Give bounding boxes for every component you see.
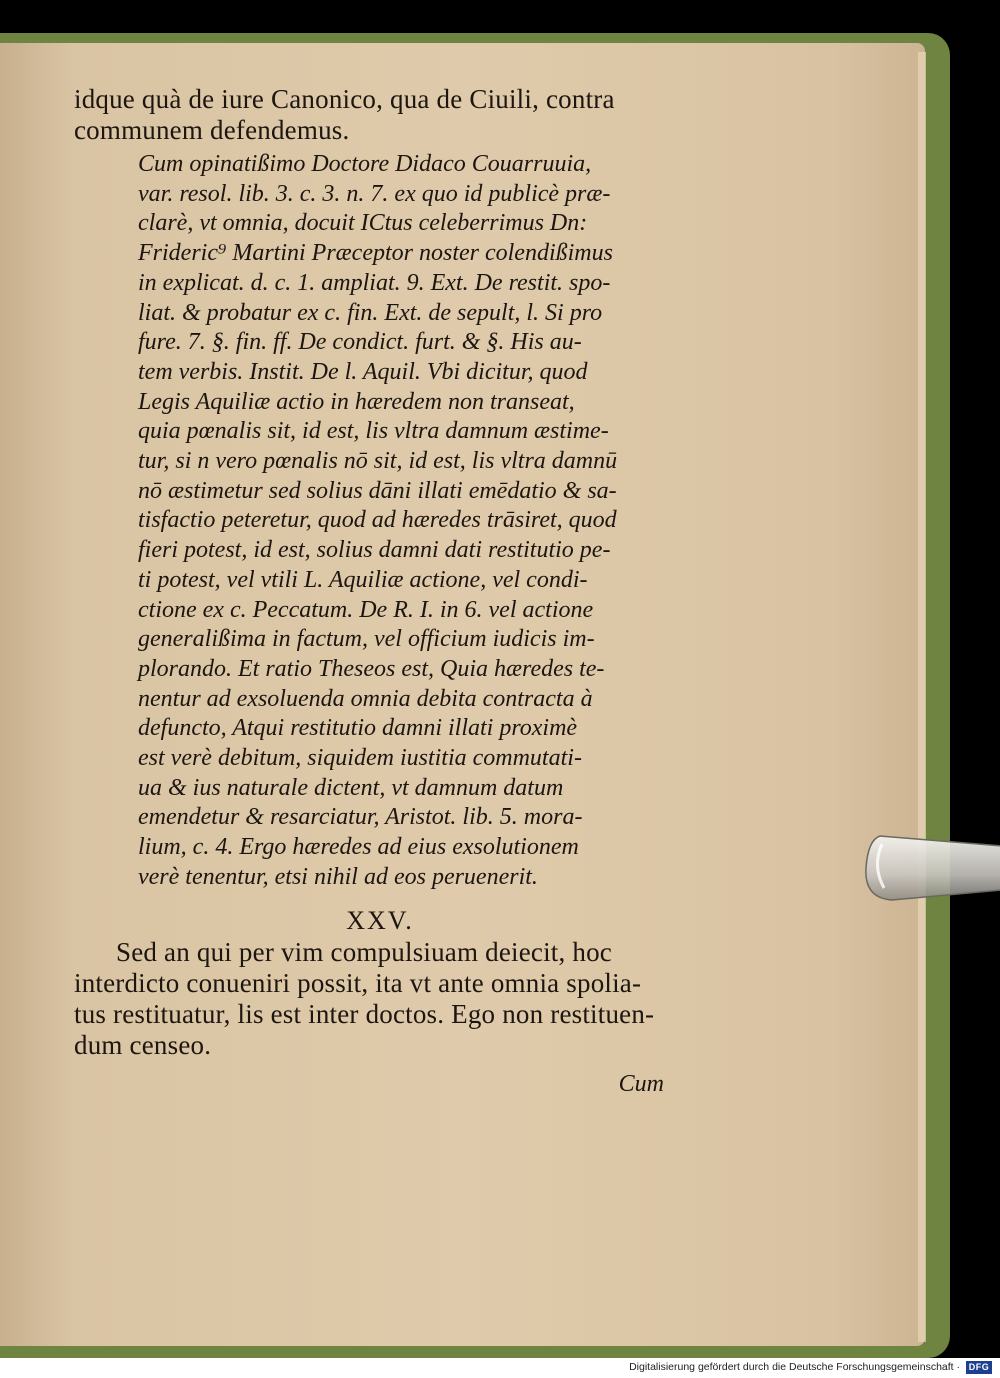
text-line: defuncto, Atqui restitutio damni illati proximè: [138, 715, 578, 742]
section-heading: XXV.: [346, 905, 414, 935]
text-line: tur, si n vero pœnalis nō sit, id est, lis vltra damnū: [138, 448, 618, 475]
text-line: ctione ex c. Peccatum. De R. I. in 6. vel actione: [138, 596, 594, 623]
text-line: plorando. Et ratio Theseos est, Quia hæredes te-: [138, 655, 605, 682]
text-line: generalißima in factum, vel officium iudicis im-: [138, 626, 595, 653]
text-line: tus restituatur, lis est inter doctos. Ego non restituen-: [74, 998, 655, 1029]
text-line: nentur ad exsoluenda omnia debita contracta à: [138, 685, 593, 712]
text-line: dum censeo.: [74, 1029, 212, 1060]
text-line: nō æstimetur sed solius dāni illati emēdatio & sa-: [138, 477, 617, 504]
text-line: Legis Aquiliæ actio in hæredem non transeat,: [138, 388, 575, 415]
text-line: Sed an qui per vim compulsiuam deiecit, hoc: [116, 936, 612, 967]
text-line: fure. 7. §. fin. ff. De condict. furt. & §. His au-: [138, 329, 582, 356]
page-text: [74, 84, 674, 1098]
paragraph-top: [74, 84, 674, 146]
text-line: quia pœnalis sit, id est, lis vltra damnum æstime-: [138, 418, 609, 445]
text-line: communem defendemus.: [74, 115, 350, 145]
text-line: emendetur & resarciatur, Aristot. lib. 5. mora-: [138, 804, 583, 831]
text-line: ti potest, vel vtili L. Aquiliæ actione, vel condi-: [138, 566, 588, 593]
catchword: Cum: [618, 1070, 664, 1097]
text-line: est verè debitum, siquidem iustitia commutati-: [138, 745, 582, 772]
paragraph-bottom: [74, 937, 674, 1061]
text-line: fieri potest, id est, solius damni dati restitutio pe-: [138, 537, 611, 564]
text-line: in explicat. d. c. 1. ampliat. 9. Ext. De restit. spo-: [138, 269, 611, 296]
text-line: liat. & probatur ex c. fin. Ext. de sepult, l. Si pro: [138, 299, 603, 326]
text-line: Cum opinatißimo Doctore Didaco Couarruuia,: [138, 151, 592, 177]
text-line: Frideric⁹ Martini Præceptor noster colendißimus: [138, 240, 613, 267]
dfg-logo: DFG: [966, 1361, 992, 1374]
footer-bar: [0, 1358, 1000, 1378]
text-line: tem verbis. Instit. De l. Aquil. Vbi dicitur, quod: [138, 358, 588, 385]
text-line: interdicto conueniri possit, ita vt ante omnia spolia-: [74, 967, 642, 998]
footer-credit: Digitalisierung gefördert durch die Deutsche Forschungsgemeinschaft ·: [629, 1361, 960, 1373]
text-line: lium, c. 4. Ergo hæredes ad eius exsolutionem: [138, 834, 579, 861]
text-line: verè tenentur, etsi nihil ad eos peruenerit.: [138, 863, 538, 890]
text-line: ua & ius naturale dictent, vt damnum datum: [138, 774, 564, 801]
text-line: clarè, vt omnia, docuit ICtus celeberrimus Dn:: [138, 210, 588, 237]
page-edge: [918, 52, 926, 1342]
text-line: tisfactio peteretur, quod ad hæredes trāsiret, quod: [138, 507, 617, 534]
text-line: var. resol. lib. 3. c. 3. n. 7. ex quo id publicè præ-: [138, 180, 611, 207]
italic-commentary: [138, 150, 674, 893]
text-line: idque quà de iure Canonico, qua de Ciuili, contra: [74, 84, 615, 114]
